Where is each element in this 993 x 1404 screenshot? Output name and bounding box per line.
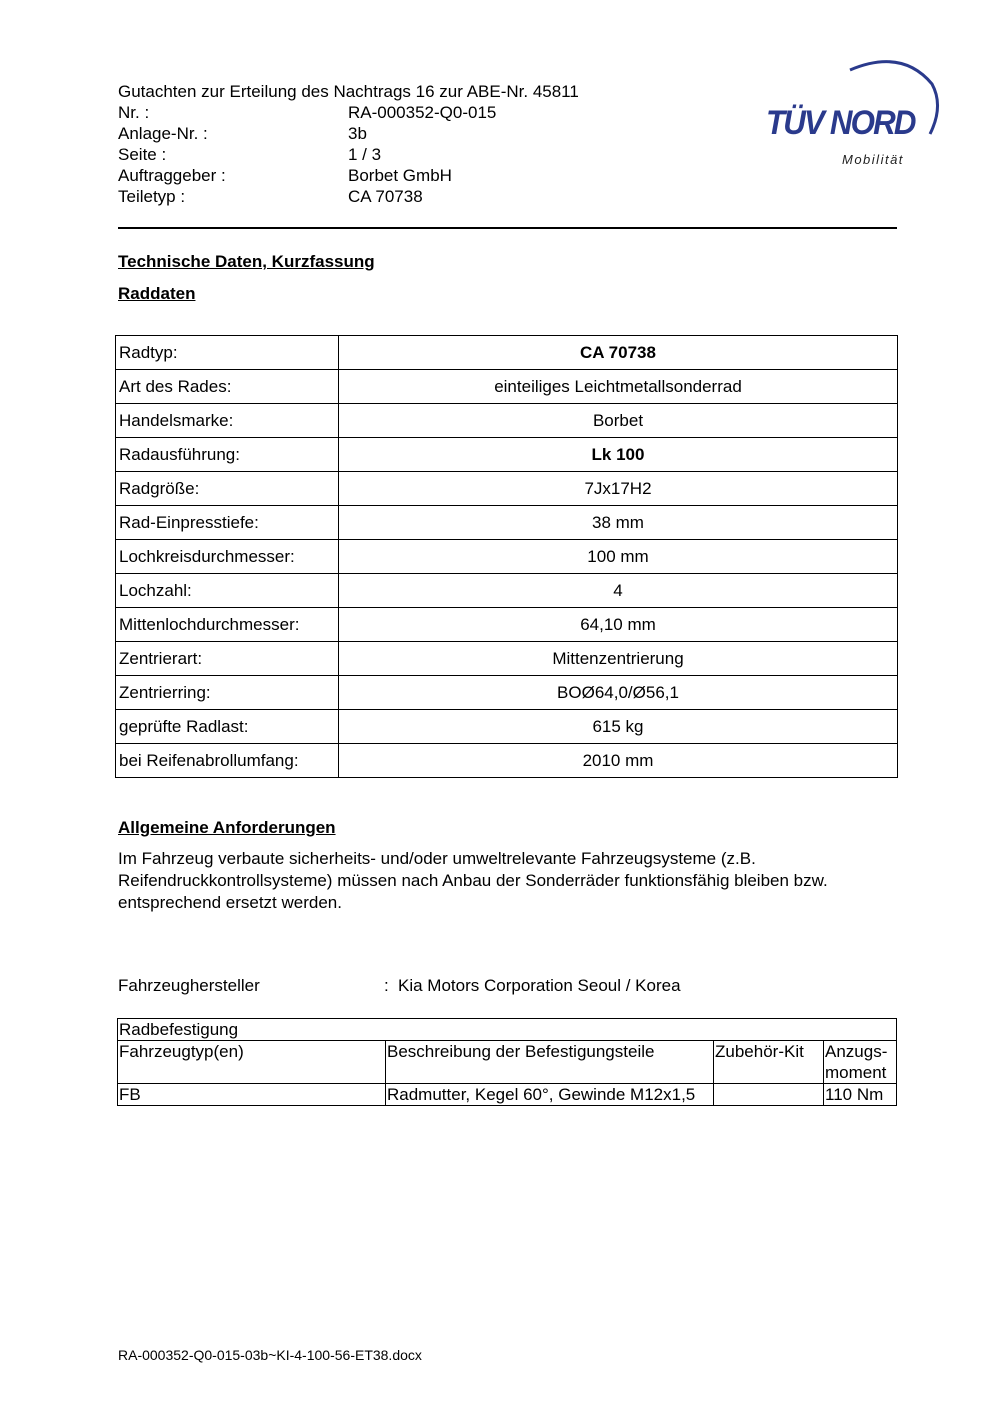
row-value: Mittenzentrierung (339, 642, 898, 676)
row-value: Borbet (339, 404, 898, 438)
table-cell (714, 1084, 824, 1106)
footer-filename: RA-000352-Q0-015-03b~KI-4-100-56-ET38.docx (118, 1347, 422, 1363)
table-title-row (118, 1019, 897, 1041)
raddaten-heading: Raddaten (118, 284, 196, 303)
hersteller-separator: : (384, 976, 389, 995)
raddaten-table (115, 335, 898, 778)
table-row (116, 574, 898, 608)
table-row (116, 336, 898, 370)
row-value: 615 kg (339, 710, 898, 744)
table-row (116, 608, 898, 642)
row-label: Zentrierart: (116, 642, 339, 676)
row-value: 64,10 mm (339, 608, 898, 642)
header-label-auftraggeber: Auftraggeber : (118, 166, 226, 185)
tuv-nord-logo (762, 56, 942, 171)
table-row (116, 642, 898, 676)
header-label-anlage: Anlage-Nr. : (118, 124, 208, 143)
row-label: Zentrierring: (116, 676, 339, 710)
row-label: Handelsmarke: (116, 404, 339, 438)
row-value: 2010 mm (339, 744, 898, 778)
table-row (118, 1084, 897, 1106)
row-value: 4 (339, 574, 898, 608)
header-divider (118, 227, 897, 229)
table-row (116, 676, 898, 710)
table-row (116, 710, 898, 744)
row-label: bei Reifenabrollumfang: (116, 744, 339, 778)
logo-brand: TÜV NORD (766, 104, 915, 142)
table-title: Radbefestigung (118, 1019, 897, 1041)
row-value: CA 70738 (339, 336, 898, 370)
table-row (116, 404, 898, 438)
column-header: Zubehör-Kit (714, 1041, 824, 1084)
table-row (116, 540, 898, 574)
row-label: Lochzahl: (116, 574, 339, 608)
column-header: Anzugs-moment (824, 1041, 897, 1084)
row-value: einteiliges Leichtmetallsonderrad (339, 370, 898, 404)
row-label: Mittenlochdurchmesser: (116, 608, 339, 642)
header-value-anlage: 3b (348, 124, 367, 143)
row-value: 100 mm (339, 540, 898, 574)
header-label-nr: Nr. : (118, 103, 150, 122)
hersteller-value: Kia Motors Corporation Seoul / Korea (398, 976, 681, 995)
row-value: 7Jx17H2 (339, 472, 898, 506)
header-value-nr: RA-000352-Q0-015 (348, 103, 497, 122)
anforderungen-heading: Allgemeine Anforderungen (118, 818, 336, 837)
table-header-row (118, 1041, 897, 1084)
row-value: 38 mm (339, 506, 898, 540)
anforderungen-text: Im Fahrzeug verbaute sicherheits- und/oder umweltrelevante Fahrzeugsysteme (z.B. Reifendruckkontrollsysteme) müssen nach Anbau der Sonderräder funktionsfähig bleiben bzw. entsprechend ersetzt werden. (118, 849, 828, 912)
row-label: Radausführung: (116, 438, 339, 472)
row-label: Radgröße: (116, 472, 339, 506)
header-value-auftraggeber: Borbet GmbH (348, 166, 452, 185)
hersteller-label: Fahrzeughersteller (118, 976, 260, 995)
row-value: BOØ64,0/Ø56,1 (339, 676, 898, 710)
radbefestigung-table (117, 1018, 897, 1106)
logo-tagline: Mobilität (842, 152, 904, 167)
table-row (116, 370, 898, 404)
table-row (116, 744, 898, 778)
row-label: Lochkreisdurchmesser: (116, 540, 339, 574)
row-label: Radtyp: (116, 336, 339, 370)
section-title: Technische Daten, Kurzfassung (118, 252, 375, 271)
row-value: Lk 100 (339, 438, 898, 472)
row-label: Rad-Einpresstiefe: (116, 506, 339, 540)
table-cell: FB (118, 1084, 386, 1106)
column-header: Fahrzeugtyp(en) (118, 1041, 386, 1084)
column-header: Beschreibung der Befestigungsteile (386, 1041, 714, 1084)
header-value-seite: 1 / 3 (348, 145, 382, 164)
header-label-teiletyp: Teiletyp : (118, 187, 186, 206)
table-cell: Radmutter, Kegel 60°, Gewinde M12x1,5 (386, 1084, 714, 1106)
table-row (116, 472, 898, 506)
header-label-seite: Seite : (118, 145, 167, 164)
table-row (116, 506, 898, 540)
document-title: Gutachten zur Erteilung des Nachtrags 16 zur ABE-Nr. 45811 (118, 82, 579, 101)
header-value-teiletyp: CA 70738 (348, 187, 423, 206)
table-row (116, 438, 898, 472)
row-label: Art des Rades: (116, 370, 339, 404)
table-cell: 110 Nm (824, 1084, 897, 1106)
row-label: geprüfte Radlast: (116, 710, 339, 744)
